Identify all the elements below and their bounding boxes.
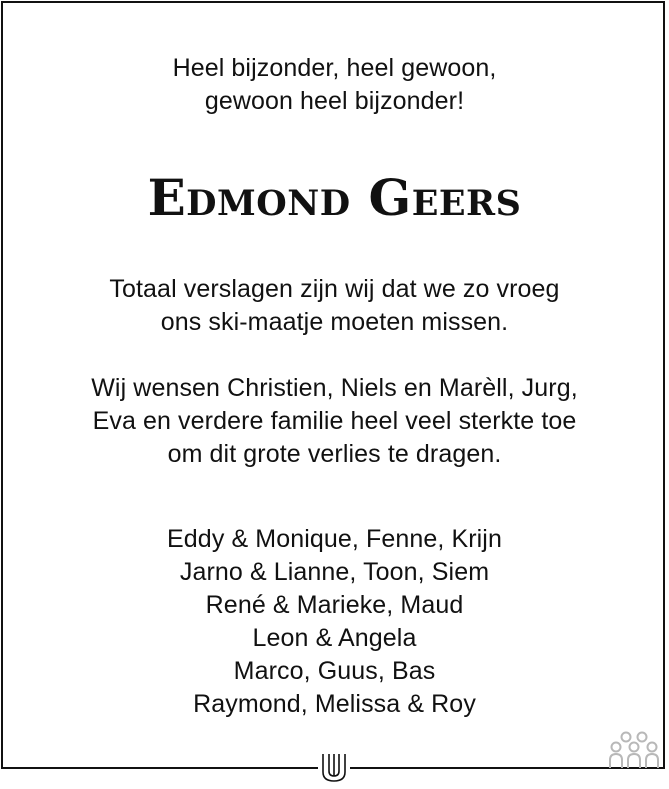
signer-line: Eddy & Monique, Fenne, Krijn [167,525,502,553]
signer-line: Jarno & Lianne, Toon, Siem [179,558,490,586]
message-line: Wij wensen Christien, Niels en Marèll, Jurg, [91,374,578,402]
motto-line: gewoon heel bijzonder! [204,87,465,115]
condolence-message [0,273,669,339]
monogram-logo-icon [318,752,350,784]
motto [0,52,669,118]
signer-line: Raymond, Melissa & Roy [193,690,476,718]
motto-line: Heel bijzonder, heel gewoon, [172,54,497,82]
signer-line: Leon & Angela [252,624,417,652]
signers-list [0,523,669,721]
message-line: ons ski-maatje moeten missen. [160,308,509,336]
family-group-icon [608,730,660,770]
signer-line: René & Marieke, Maud [205,591,464,619]
message-line: Totaal verslagen zijn wij dat we zo vroeg [109,275,560,303]
message-line: om dit grote verlies te dragen. [167,440,502,468]
sympathy-message [0,372,669,471]
deceased-name: Edmond Geers [147,168,522,227]
message-line: Eva en verdere familie heel veel sterkte toe [92,407,577,435]
signer-line: Marco, Guus, Bas [233,657,436,685]
